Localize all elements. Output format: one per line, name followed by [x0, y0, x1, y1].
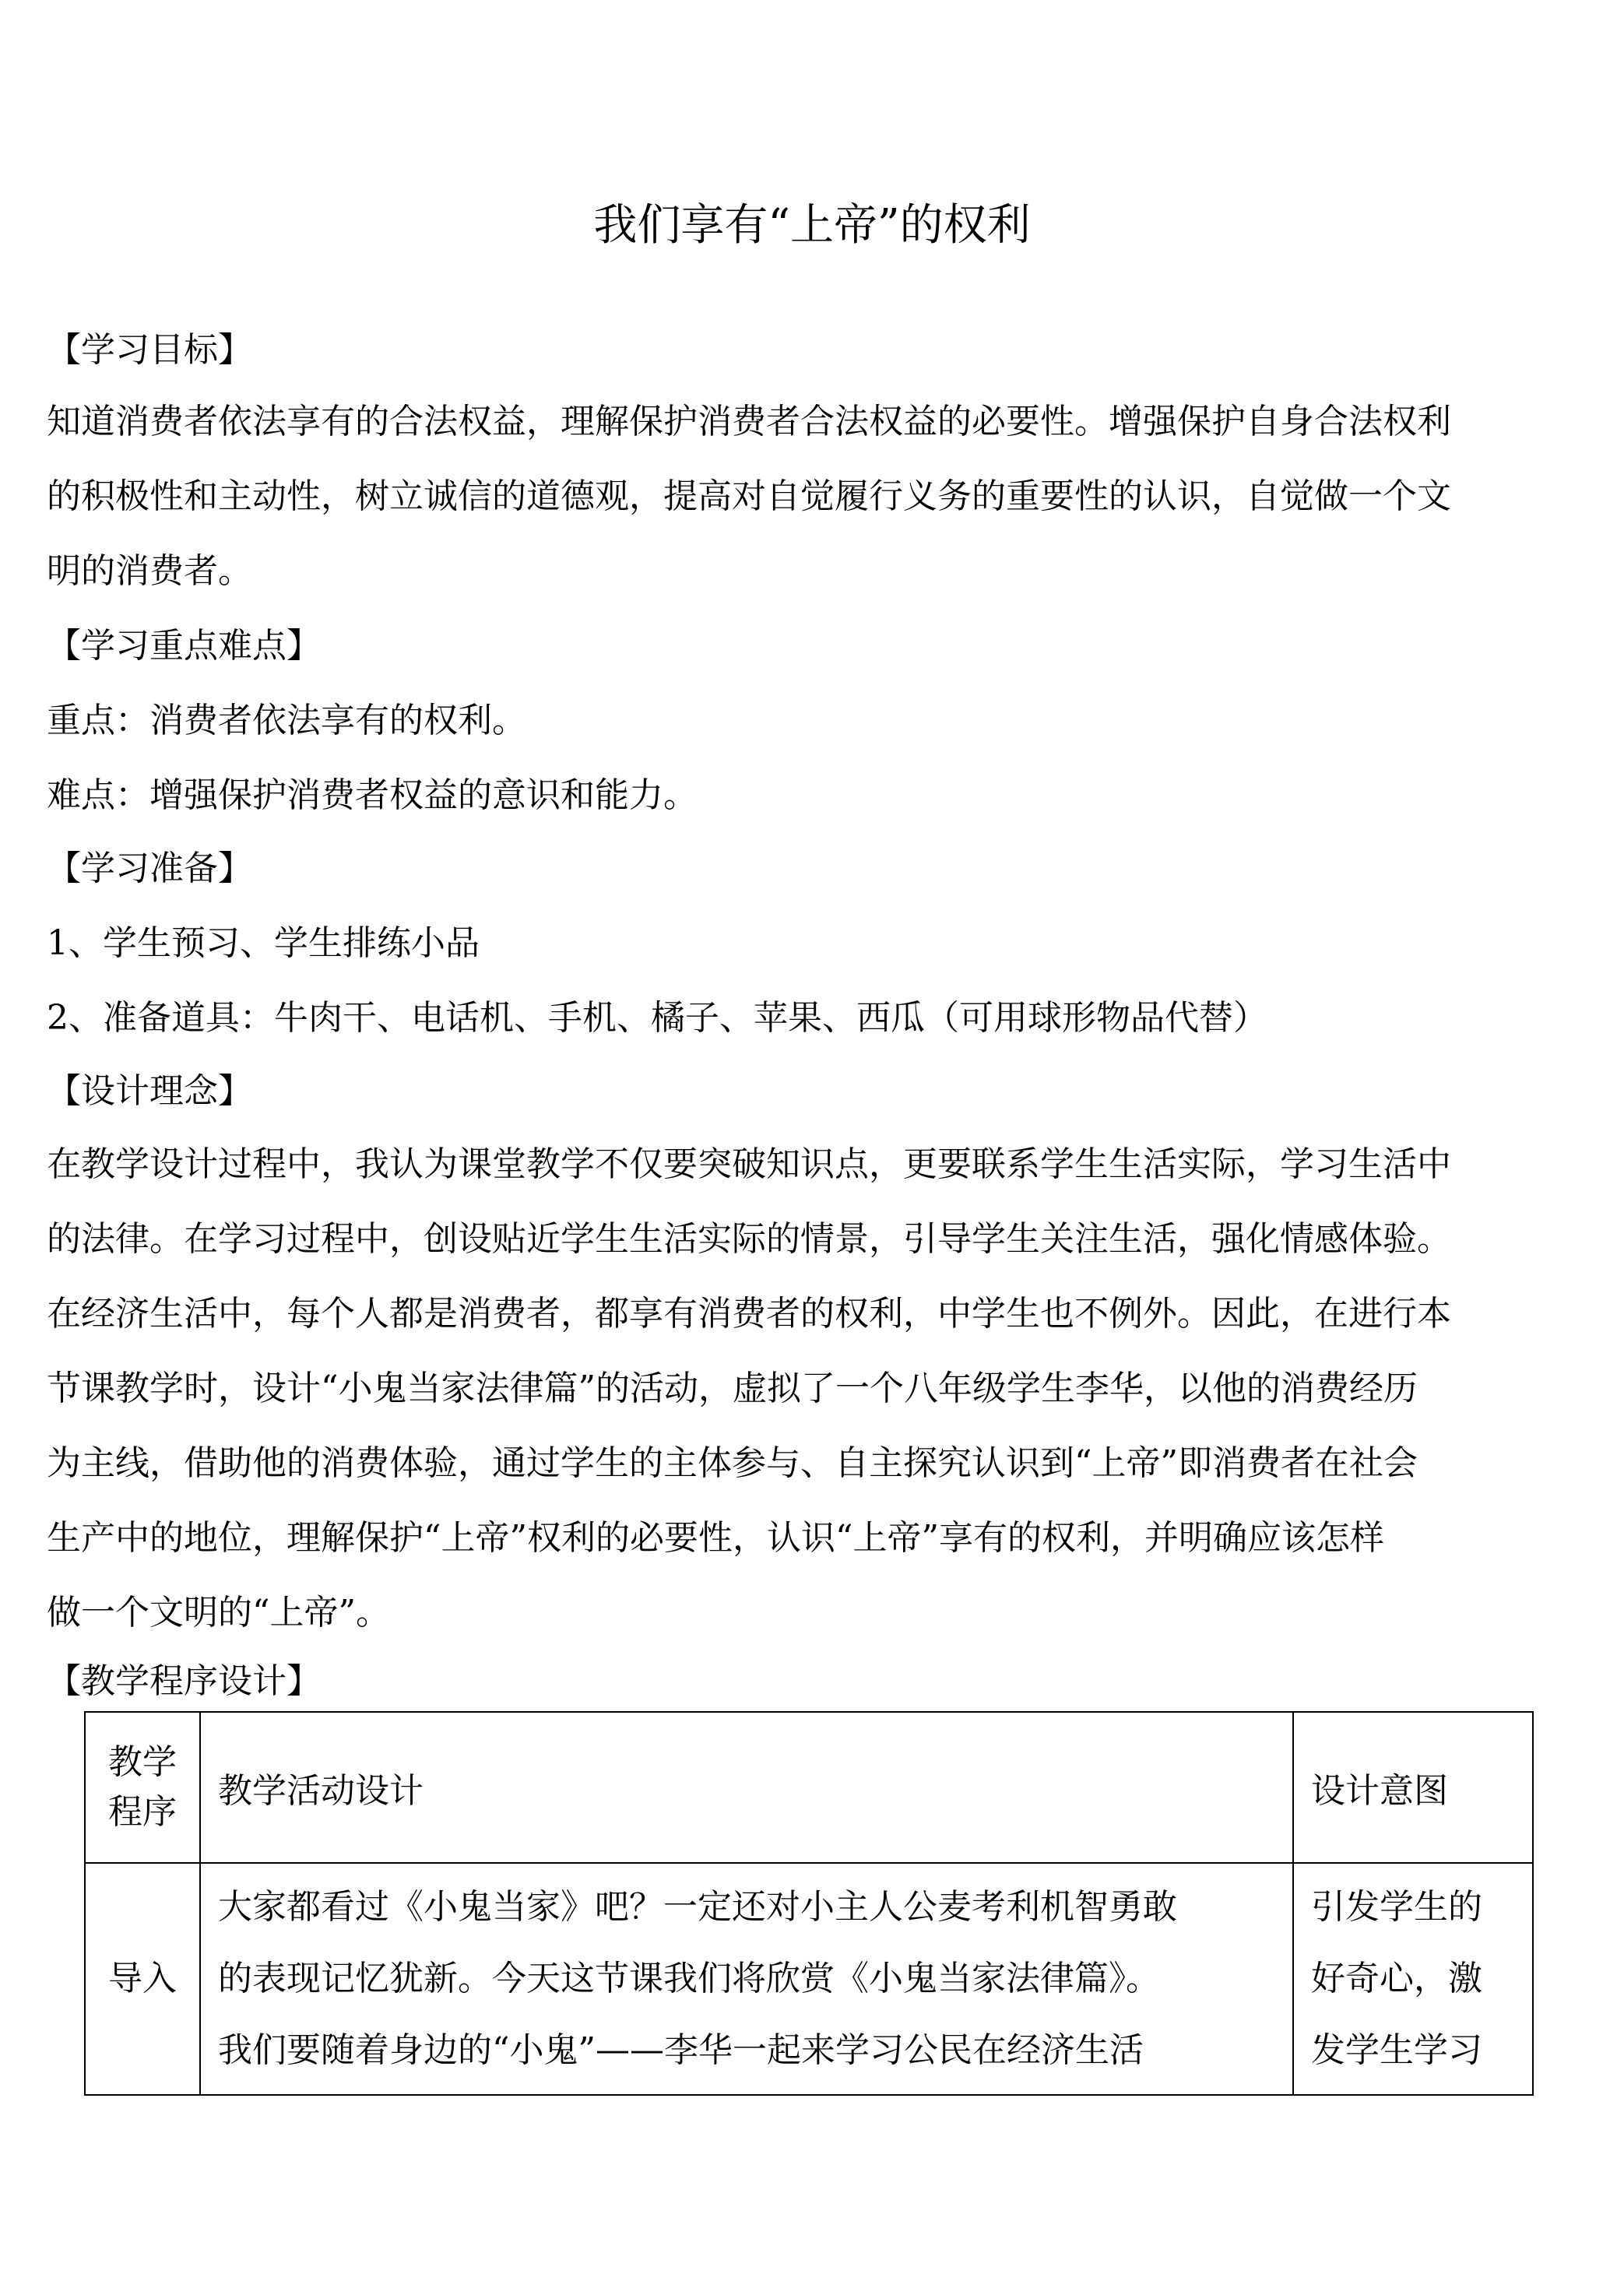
objectives-line: 明的消费者。 [47, 551, 252, 591]
preparation-item: 2、准备道具：牛肉干、电话机、手机、橘子、苹果、西瓜（可用球形物品代替） [47, 998, 1267, 1038]
concept-line: 的法律。在学习过程中，创设贴近学生生活实际的情景，引导学生关注生活，强化情感体验。 [47, 1219, 1451, 1259]
objectives-line: 知道消费者依法享有的合法权益，理解保护消费者合法权益的必要性。增强保护自身合法权利 [47, 402, 1451, 441]
concept-line: 在教学设计过程中，我认为课堂教学不仅要突破知识点，更要联系学生生活实际，学习生活中 [47, 1144, 1451, 1184]
header-cell-intent: 设计意图 [1293, 1712, 1533, 1863]
preparation-item: 1、学生预习、学生排练小品 [47, 923, 480, 963]
procedure-heading: 【教学程序设计】 [47, 1661, 321, 1701]
procedure-table [84, 1711, 1534, 2096]
concept-heading: 【设计理念】 [47, 1071, 252, 1111]
preparation-heading: 【学习准备】 [47, 849, 252, 888]
concept-line: 为主线，借助他的消费体验，通过学生的主体参与、自主探究认识到“上帝”即消费者在社会 [47, 1443, 1418, 1483]
stage-cell: 导入 [85, 1863, 200, 2095]
intent-line: 发学生学习 [1311, 2030, 1482, 2070]
header-stage-line: 教学 [108, 1742, 177, 1782]
header-cell-activity: 教学活动设计 [200, 1712, 1293, 1863]
page-title: 我们享有“上帝”的权利 [593, 200, 1031, 251]
concept-line: 做一个文明的“上帝”。 [47, 1593, 390, 1633]
difficulty-line: 难点：增强保护消费者权益的意识和能力。 [47, 775, 698, 815]
activity-line: 大家都看过《小鬼当家》吧？一定还对小主人公麦考利机智勇敢 [218, 1887, 1177, 1927]
header-stage-line: 程序 [108, 1792, 177, 1832]
concept-line: 节课教学时，设计“小鬼当家法律篇”的活动，虚拟了一个八年级学生李华，以他的消费经历 [47, 1369, 1418, 1408]
table-header-row [85, 1712, 1533, 1863]
objectives-line: 的积极性和主动性，树立诚信的道德观，提高对自觉履行义务的重要性的认识，自觉做一个文 [47, 476, 1451, 516]
activity-line: 我们要随着身边的“小鬼”——李华一起来学习公民在经济生活 [218, 2030, 1144, 2070]
focus-line: 重点：消费者依法享有的权利。 [47, 701, 526, 740]
header-cell-stage [85, 1712, 200, 1863]
key-points-heading: 【学习重点难点】 [47, 626, 321, 666]
concept-line: 生产中的地位，理解保护“上帝”权利的必要性，认识“上帝”享有的权利，并明确应该怎样 [47, 1518, 1384, 1558]
activity-cell [200, 1863, 1293, 2095]
intent-cell [1293, 1863, 1533, 2095]
objectives-heading: 【学习目标】 [47, 330, 252, 370]
activity-line: 的表现记忆犹新。今天这节课我们将欣赏《小鬼当家法律篇》。 [218, 1959, 1160, 1998]
intent-line: 引发学生的 [1311, 1887, 1482, 1927]
table-row [85, 1863, 1533, 2095]
concept-line: 在经济生活中，每个人都是消费者，都享有消费者的权利，中学生也不例外。因此，在进行本 [47, 1294, 1451, 1334]
intent-line: 好奇心，激 [1311, 1959, 1482, 1998]
